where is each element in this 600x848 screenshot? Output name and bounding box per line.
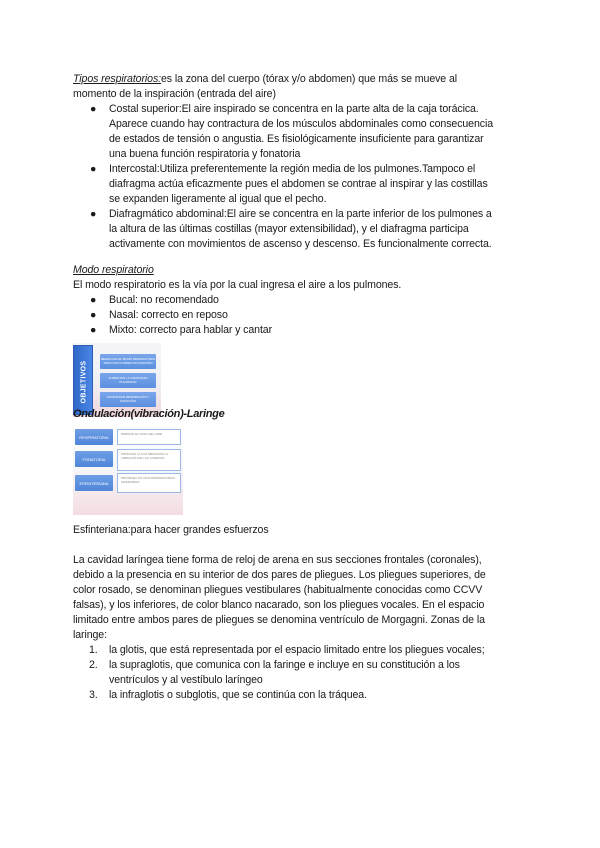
bullet-icon: ● — [90, 294, 97, 306]
modo-title: Modo respiratorio — [73, 264, 154, 276]
tipos-list — [73, 102, 533, 252]
bullet-icon: ● — [90, 163, 97, 175]
zonas-laringe-list — [73, 643, 543, 703]
objetivos-side-bar — [73, 345, 93, 415]
tipos-intro: Tipos respiratorios:es la zona del cuerpo (tórax y/o abdomen) que más se mueve al — [73, 73, 457, 85]
list-item: 3. la infraglotis o subglotis, que se continúa con la tráquea. — [89, 689, 367, 701]
list-item: ● Nasal: correcto en reposo — [90, 309, 228, 321]
modo-intro: El modo respiratorio es la vía por la cual ingresa el aire a los pulmones. — [73, 279, 402, 291]
tipos-title: Tipos respiratorios: — [73, 73, 161, 85]
funcion-label-box: RESPIRATORIA — [75, 429, 113, 445]
objetivo-box: COORDINAR RESPIRACIÓN Y FONACIÓN — [100, 392, 156, 407]
modo-list — [73, 293, 533, 338]
bullet-icon: ● — [90, 103, 97, 115]
list-item: ● Costal superior:El aire inspirado se concentra en la parte alta de la caja torácica. Aparece cuando hay contractura de los músculos abdominales como consecuencia de estados de tensión o angustia. Es fisiológicamente insuficiente para garantizar una buena función respiratoria y fonatoria — [90, 103, 494, 160]
objetivo-box: REEDUCAR EL MODO RESPIRATORIO PARA UNA CORRECTA FONACIÓN — [100, 354, 156, 369]
list-item: ● Mixto: correcto para hablar y cantar — [90, 324, 273, 336]
bullet-icon: ● — [90, 324, 97, 336]
laringe-section: La cavidad laríngea tiene forma de reloj de arena en sus secciones frontales (coronales), debido a la presencia en su interior de dos pares de pliegues. Los pliegues superiores, de color rosado, se denominan pliegues vestibulares (habitualmente conocidas como CCVV falsas), y los inferiores, de color blanco nacarado, son los pliegues vocales. En el espacio limitado entre ambos pares de pliegues se denomina ventrículo de Morgagni. Zonas de la laringe: 1. la glotis, que está representada por el espacio limitado entre los pliegues vocales; 2. la supraglotis, que comunica con la faringe e incluye en su constitución a los ventrículos y al vestíbulo laríngeo 3. la infraglotis o subglotis, que se continúa con la tráquea. — [73, 553, 543, 703]
list-item: 1. la glotis, que está representada por el espacio limitado entre los pliegues vocales; — [89, 644, 485, 656]
bullet-icon: ● — [90, 208, 97, 220]
objetivos-label: OBJETIVOS — [80, 360, 88, 404]
list-item: 2. la supraglotis, que comunica con la faringe e incluye en su constitución a los ventrículos y al vestíbulo laríngeo — [89, 659, 460, 686]
esfinteriana-text: Esfinteriana:para hacer grandes esfuerzos — [73, 524, 269, 536]
funcion-desc-box: PERMITE EL PASO DEL AIRE — [117, 429, 181, 445]
list-item: ● Bucal: no recomendado — [90, 294, 219, 306]
tipos-intro-cont: momento de la inspiración (entrada del aire) — [73, 88, 276, 100]
list-item: ● Intercostal:Utiliza preferentemente la región media de los pulmones.Tampoco el diafragma actúa eficazmente pues el abdomen se contrae al inspirar y las costillas se expanden ligeramente al igual que el pecho. — [90, 163, 488, 205]
ondulacion-heading: Ondulación(vibración)-Laringe — [73, 408, 225, 420]
tipos-respiratorios-section — [73, 72, 533, 252]
objetivos-diagram — [73, 343, 161, 417]
funcion-label-box: ESFINTERIANA — [75, 475, 113, 491]
funcion-desc-box: PRODUCE LA VOZ MEDIANTE LA VIBRACIÓN DE LAS CUERDAS — [117, 449, 181, 471]
funcion-label-box: FONATORIA — [75, 451, 113, 467]
funciones-laringe-diagram — [73, 425, 183, 515]
modo-respiratorio-section — [73, 263, 533, 338]
bullet-icon: ● — [90, 309, 97, 321]
objetivo-box: AUMENTAR LA CAPACIDAD PULMONAR — [100, 373, 156, 388]
funcion-desc-box: PROTEGE LAS VÍAS RESPIRATORIAS INFERIORES — [117, 473, 181, 493]
list-item: ● Diafragmático abdominal:El aire se concentra en la parte inferior de los pulmones a la altura de las últimas costillas (mayor extensibilidad), y el diafragma participa activamente con movimientos de ascenso y descenso. Es funcionalmente correcta. — [90, 208, 492, 250]
